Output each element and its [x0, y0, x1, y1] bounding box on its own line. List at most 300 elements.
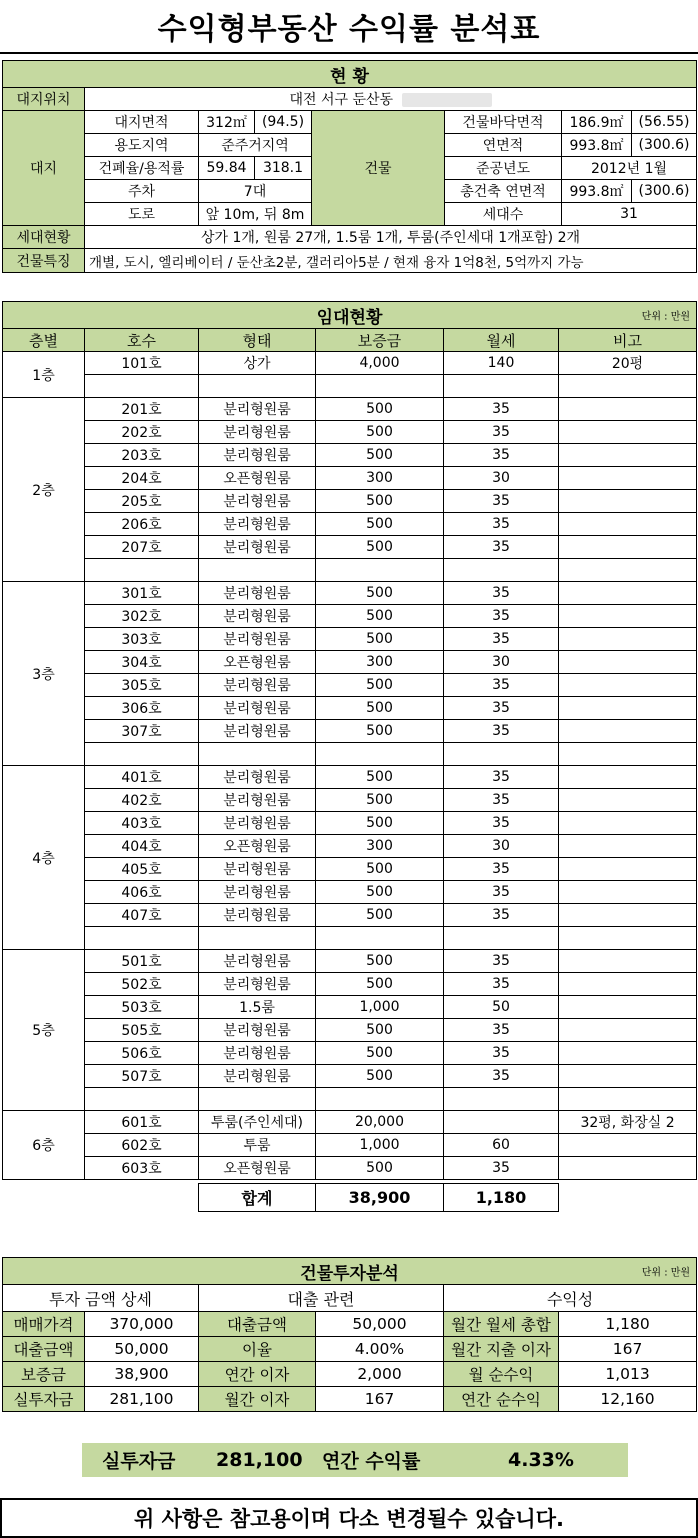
analysis-c-label: 연간 순수익	[444, 1387, 559, 1412]
cell-type: 오픈형원룸	[199, 467, 316, 490]
cell-unit: 505호	[85, 1019, 199, 1042]
cell-note	[559, 904, 697, 927]
table-row	[3, 674, 697, 697]
table-row	[3, 881, 697, 904]
parking-label: 주차	[85, 180, 199, 203]
table-row	[3, 513, 697, 536]
analysis-c-label: 월 순수익	[444, 1362, 559, 1387]
analysis-row	[3, 1337, 697, 1362]
cell-type: 분리형원룸	[199, 858, 316, 881]
floor-label: 1층	[3, 352, 85, 398]
cell-unit: 202호	[85, 421, 199, 444]
table-row	[3, 789, 697, 812]
table-row	[3, 1111, 697, 1134]
analysis-b-value: 50,000	[316, 1312, 444, 1337]
table-row	[3, 720, 697, 743]
cell-rent: 35	[444, 904, 559, 927]
cell-rent: 35	[444, 444, 559, 467]
cell-note	[559, 1088, 697, 1111]
page-title: 수익형부동산 수익률 분석표	[0, 0, 698, 54]
cell-deposit	[316, 927, 444, 950]
cell-type: 오픈형원룸	[199, 835, 316, 858]
column-header-type: 형태	[199, 329, 316, 352]
cell-deposit: 500	[316, 789, 444, 812]
rental-table	[2, 301, 697, 1212]
cell-type: 상가	[199, 352, 316, 375]
cell-type: 1.5룸	[199, 996, 316, 1019]
cell-unit	[85, 927, 199, 950]
floor-area-ratio: 318.1	[255, 157, 312, 180]
analysis-c-value: 167	[559, 1337, 697, 1362]
land-area-pyeong: (94.5)	[255, 111, 312, 134]
cell-note	[559, 881, 697, 904]
cell-rent: 35	[444, 421, 559, 444]
cell-rent: 35	[444, 766, 559, 789]
cell-unit: 206호	[85, 513, 199, 536]
bldg-floor-area-pyeong: (56.55)	[632, 111, 697, 134]
table-row	[3, 927, 697, 950]
cell-type: 분리형원룸	[199, 674, 316, 697]
cell-deposit: 500	[316, 881, 444, 904]
cell-unit: 305호	[85, 674, 199, 697]
cell-type: 오픈형원룸	[199, 1157, 316, 1180]
gross-area-value: 993.8㎡	[562, 134, 632, 157]
ratio-label: 건폐율/용적률	[85, 157, 199, 180]
cell-deposit	[316, 375, 444, 398]
redacted-blur	[402, 93, 492, 107]
cell-unit: 302호	[85, 605, 199, 628]
column-header-floor: 층별	[3, 329, 85, 352]
bldg-floor-area-label: 건물바닥면적	[445, 111, 562, 134]
table-row	[3, 1088, 697, 1111]
col-profit: 수익성	[444, 1285, 697, 1312]
cell-type: 분리형원룸	[199, 812, 316, 835]
rental-column-headers	[3, 329, 697, 352]
cell-deposit: 500	[316, 444, 444, 467]
cell-unit: 501호	[85, 950, 199, 973]
cell-rent: 35	[444, 582, 559, 605]
floor-label: 2층	[3, 398, 85, 582]
cell-note	[559, 582, 697, 605]
cell-type: 분리형원룸	[199, 513, 316, 536]
cell-rent: 140	[444, 352, 559, 375]
cell-rent: 35	[444, 950, 559, 973]
household-status-value: 상가 1개, 원룸 27개, 1.5룸 1개, 투룸(주인세대 1개포함) 2개	[85, 226, 697, 249]
coverage-ratio: 59.84	[199, 157, 255, 180]
cell-deposit: 500	[316, 858, 444, 881]
cell-deposit: 500	[316, 605, 444, 628]
analysis-b-label: 대출금액	[199, 1312, 316, 1337]
cell-note: 32평, 화장실 2	[559, 1111, 697, 1134]
cell-type	[199, 559, 316, 582]
cell-rent: 60	[444, 1134, 559, 1157]
cell-type	[199, 375, 316, 398]
total-gross-label: 총건축 연면적	[445, 180, 562, 203]
cell-deposit: 500	[316, 490, 444, 513]
location-text: 대전 서구 둔산동	[289, 92, 394, 108]
cell-deposit: 20,000	[316, 1111, 444, 1134]
road-label: 도로	[85, 203, 199, 226]
cell-rent: 30	[444, 651, 559, 674]
cell-note	[559, 444, 697, 467]
column-header-rent: 월세	[444, 329, 559, 352]
zoning-label: 용도지역	[85, 134, 199, 157]
cell-deposit: 500	[316, 973, 444, 996]
cell-type: 분리형원룸	[199, 1065, 316, 1088]
zoning-value: 준주거지역	[199, 134, 312, 157]
cell-unit: 303호	[85, 628, 199, 651]
cell-deposit: 500	[316, 421, 444, 444]
cell-unit: 307호	[85, 720, 199, 743]
cell-type: 분리형원룸	[199, 1042, 316, 1065]
cell-type: 분리형원룸	[199, 582, 316, 605]
cell-unit: 201호	[85, 398, 199, 421]
analysis-a-label: 대출금액	[3, 1337, 85, 1362]
total-deposit: 38,900	[316, 1184, 444, 1212]
total-gross-value: 993.8㎡	[562, 180, 632, 203]
cell-unit: 502호	[85, 973, 199, 996]
table-row	[3, 1042, 697, 1065]
analysis-table	[2, 1257, 697, 1412]
analysis-c-label: 월간 월세 총합	[444, 1312, 559, 1337]
cell-type: 분리형원룸	[199, 628, 316, 651]
cell-rent: 35	[444, 720, 559, 743]
cell-note	[559, 1065, 697, 1088]
cell-rent: 35	[444, 973, 559, 996]
analysis-row	[3, 1312, 697, 1337]
analysis-a-label: 매매가격	[3, 1312, 85, 1337]
cell-rent	[444, 375, 559, 398]
col-investment: 투자 금액 상세	[3, 1285, 199, 1312]
cell-unit: 301호	[85, 582, 199, 605]
summary-bar	[82, 1443, 628, 1477]
cell-rent: 35	[444, 812, 559, 835]
cell-note	[559, 467, 697, 490]
cell-unit: 401호	[85, 766, 199, 789]
analysis-a-label: 실투자금	[3, 1387, 85, 1412]
cell-note	[559, 950, 697, 973]
analysis-c-value: 1,180	[559, 1312, 697, 1337]
cell-note	[559, 973, 697, 996]
analysis-b-value: 4.00%	[316, 1337, 444, 1362]
location-label: 대지위치	[3, 88, 85, 111]
cell-unit: 207호	[85, 536, 199, 559]
table-row	[3, 467, 697, 490]
analysis-body	[3, 1312, 697, 1412]
cell-type: 분리형원룸	[199, 536, 316, 559]
cell-note	[559, 490, 697, 513]
table-row	[3, 651, 697, 674]
land-label: 대지	[3, 111, 85, 226]
cell-unit: 203호	[85, 444, 199, 467]
analysis-b-label: 월간 이자	[199, 1387, 316, 1412]
cell-deposit: 500	[316, 582, 444, 605]
land-area-label: 대지면적	[85, 111, 199, 134]
analysis-b-label: 이율	[199, 1337, 316, 1362]
table-row	[3, 490, 697, 513]
column-header-note: 비고	[559, 329, 697, 352]
gross-area-label: 연면적	[445, 134, 562, 157]
summary-invest-label: 실투자금	[102, 1450, 176, 1473]
cell-rent: 35	[444, 1019, 559, 1042]
analysis-a-value: 370,000	[85, 1312, 199, 1337]
cell-rent	[444, 927, 559, 950]
cell-unit: 101호	[85, 352, 199, 375]
cell-note	[559, 927, 697, 950]
cell-rent: 35	[444, 398, 559, 421]
completion-value: 2012년 1월	[562, 157, 697, 180]
floor-label: 3층	[3, 582, 85, 766]
cell-deposit: 500	[316, 398, 444, 421]
floor-label: 5층	[3, 950, 85, 1111]
cell-rent: 35	[444, 605, 559, 628]
table-row	[3, 1019, 697, 1042]
cell-unit: 503호	[85, 996, 199, 1019]
cell-deposit: 300	[316, 467, 444, 490]
total-gross-pyeong: (300.6)	[632, 180, 697, 203]
cell-note	[559, 559, 697, 582]
cell-deposit: 500	[316, 720, 444, 743]
cell-rent: 35	[444, 881, 559, 904]
cell-note	[559, 1157, 697, 1180]
cell-type: 오픈형원룸	[199, 651, 316, 674]
cell-deposit: 500	[316, 950, 444, 973]
cell-type: 분리형원룸	[199, 444, 316, 467]
cell-note	[559, 1042, 697, 1065]
table-row	[3, 835, 697, 858]
cell-unit: 204호	[85, 467, 199, 490]
cell-rent	[444, 1088, 559, 1111]
cell-unit: 603호	[85, 1157, 199, 1180]
cell-type: 분리형원룸	[199, 1019, 316, 1042]
cell-type: 투룸	[199, 1134, 316, 1157]
analysis-unit-note: 단위 : 만원	[641, 1267, 691, 1279]
cell-deposit: 1,000	[316, 1134, 444, 1157]
floor-label: 4층	[3, 766, 85, 950]
cell-note	[559, 674, 697, 697]
cell-deposit: 500	[316, 536, 444, 559]
cell-deposit: 300	[316, 651, 444, 674]
status-header: 현 황	[3, 61, 697, 88]
analysis-b-value: 167	[316, 1387, 444, 1412]
table-row	[3, 559, 697, 582]
table-row	[3, 605, 697, 628]
cell-deposit	[316, 1088, 444, 1111]
cell-unit: 205호	[85, 490, 199, 513]
cell-rent: 35	[444, 628, 559, 651]
cell-deposit: 500	[316, 1042, 444, 1065]
cell-deposit: 500	[316, 766, 444, 789]
cell-note	[559, 743, 697, 766]
cell-deposit	[316, 559, 444, 582]
rental-body	[3, 352, 697, 1180]
cell-deposit: 500	[316, 1065, 444, 1088]
table-row	[3, 812, 697, 835]
cell-deposit: 500	[316, 904, 444, 927]
summary-yield-label: 연간 수익률	[322, 1450, 421, 1473]
cell-unit: 404호	[85, 835, 199, 858]
households-label: 세대수	[445, 203, 562, 226]
table-row	[3, 628, 697, 651]
cell-unit: 506호	[85, 1042, 199, 1065]
cell-rent: 35	[444, 789, 559, 812]
cell-type: 분리형원룸	[199, 789, 316, 812]
features-value: 개별, 도시, 엘리베이터 / 둔산초2분, 갤러리아5분 / 현재 융자 1억8천, 5억까지 가능	[85, 249, 697, 273]
cell-unit	[85, 743, 199, 766]
rental-header	[3, 302, 697, 329]
cell-note	[559, 766, 697, 789]
cell-unit	[85, 1088, 199, 1111]
cell-type: 분리형원룸	[199, 881, 316, 904]
table-row	[3, 697, 697, 720]
analysis-c-value: 1,013	[559, 1362, 697, 1387]
cell-deposit: 500	[316, 697, 444, 720]
cell-rent	[444, 1111, 559, 1134]
analysis-b-value: 2,000	[316, 1362, 444, 1387]
cell-note	[559, 1019, 697, 1042]
road-value: 앞 10m, 뒤 8m	[199, 203, 312, 226]
cell-rent: 35	[444, 1157, 559, 1180]
cell-deposit: 500	[316, 1157, 444, 1180]
analysis-row	[3, 1362, 697, 1387]
analysis-header	[3, 1258, 697, 1285]
cell-deposit: 500	[316, 628, 444, 651]
cell-note	[559, 835, 697, 858]
land-area-value: 312㎡	[199, 111, 255, 134]
cell-unit	[85, 559, 199, 582]
cell-note	[559, 375, 697, 398]
cell-rent: 35	[444, 536, 559, 559]
analysis-a-label: 보증금	[3, 1362, 85, 1387]
households-value: 31	[562, 203, 697, 226]
cell-rent: 35	[444, 674, 559, 697]
cell-note	[559, 858, 697, 881]
cell-note	[559, 1134, 697, 1157]
table-row	[3, 766, 697, 789]
cell-type: 분리형원룸	[199, 697, 316, 720]
cell-deposit: 500	[316, 674, 444, 697]
cell-note	[559, 398, 697, 421]
household-status-label: 세대현황	[3, 226, 85, 249]
cell-note	[559, 789, 697, 812]
table-row	[3, 1157, 697, 1180]
rental-unit-note: 단위 : 만원	[641, 311, 691, 323]
features-label: 건물특징	[3, 249, 85, 273]
cell-note	[559, 605, 697, 628]
completion-label: 준공년도	[445, 157, 562, 180]
cell-note	[559, 651, 697, 674]
cell-deposit: 500	[316, 812, 444, 835]
bldg-floor-area-value: 186.9㎡	[562, 111, 632, 134]
cell-unit: 402호	[85, 789, 199, 812]
cell-rent: 35	[444, 858, 559, 881]
cell-note	[559, 720, 697, 743]
cell-unit: 407호	[85, 904, 199, 927]
cell-rent: 35	[444, 1042, 559, 1065]
summary-yield-value: 4.33%	[508, 1449, 574, 1471]
cell-note	[559, 812, 697, 835]
cell-unit	[85, 375, 199, 398]
table-row	[3, 536, 697, 559]
cell-note: 20평	[559, 352, 697, 375]
cell-note	[559, 536, 697, 559]
cell-deposit: 300	[316, 835, 444, 858]
parking-value: 7대	[199, 180, 312, 203]
analysis-a-value: 38,900	[85, 1362, 199, 1387]
building-label: 건물	[312, 111, 445, 226]
table-row	[3, 375, 697, 398]
cell-rent	[444, 559, 559, 582]
column-header-unit: 호수	[85, 329, 199, 352]
location-value	[85, 88, 697, 111]
table-row	[3, 973, 697, 996]
table-row	[3, 444, 697, 467]
cell-note	[559, 628, 697, 651]
cell-note	[559, 513, 697, 536]
rental-header-text: 임대현황	[316, 307, 383, 328]
table-row	[3, 743, 697, 766]
cell-type: 분리형원룸	[199, 766, 316, 789]
cell-type: 분리형원룸	[199, 904, 316, 927]
table-row	[3, 1134, 697, 1157]
total-label: 합계	[199, 1184, 316, 1212]
gross-area-pyeong: (300.6)	[632, 134, 697, 157]
analysis-header-text: 건물투자분석	[300, 1263, 399, 1284]
cell-rent: 35	[444, 513, 559, 536]
table-row	[3, 421, 697, 444]
cell-unit: 406호	[85, 881, 199, 904]
table-row	[3, 858, 697, 881]
summary-invest-value: 281,100	[216, 1449, 303, 1471]
cell-rent	[444, 743, 559, 766]
cell-type: 분리형원룸	[199, 720, 316, 743]
floor-label: 6층	[3, 1111, 85, 1180]
analysis-b-label: 연간 이자	[199, 1362, 316, 1387]
cell-deposit: 500	[316, 513, 444, 536]
cell-type: 분리형원룸	[199, 421, 316, 444]
cell-unit: 601호	[85, 1111, 199, 1134]
cell-rent: 30	[444, 835, 559, 858]
cell-unit: 304호	[85, 651, 199, 674]
cell-deposit: 500	[316, 1019, 444, 1042]
table-row	[3, 582, 697, 605]
analysis-a-value: 281,100	[85, 1387, 199, 1412]
cell-type	[199, 927, 316, 950]
cell-rent: 35	[444, 1065, 559, 1088]
total-rent: 1,180	[444, 1184, 559, 1212]
table-row	[3, 352, 697, 375]
analysis-c-label: 월간 지출 이자	[444, 1337, 559, 1362]
cell-note	[559, 421, 697, 444]
status-table	[2, 60, 697, 273]
cell-type: 분리형원룸	[199, 398, 316, 421]
disclaimer: 위 사항은 참고용이며 다소 변경될수 있습니다.	[0, 1498, 698, 1538]
column-header-deposit: 보증금	[316, 329, 444, 352]
cell-type: 분리형원룸	[199, 973, 316, 996]
cell-rent: 35	[444, 697, 559, 720]
cell-deposit: 4,000	[316, 352, 444, 375]
cell-unit: 306호	[85, 697, 199, 720]
cell-type	[199, 743, 316, 766]
table-row	[3, 904, 697, 927]
cell-rent: 30	[444, 467, 559, 490]
analysis-row	[3, 1387, 697, 1412]
table-row	[3, 1065, 697, 1088]
cell-deposit	[316, 743, 444, 766]
cell-type: 분리형원룸	[199, 950, 316, 973]
table-row	[3, 398, 697, 421]
cell-type: 분리형원룸	[199, 605, 316, 628]
